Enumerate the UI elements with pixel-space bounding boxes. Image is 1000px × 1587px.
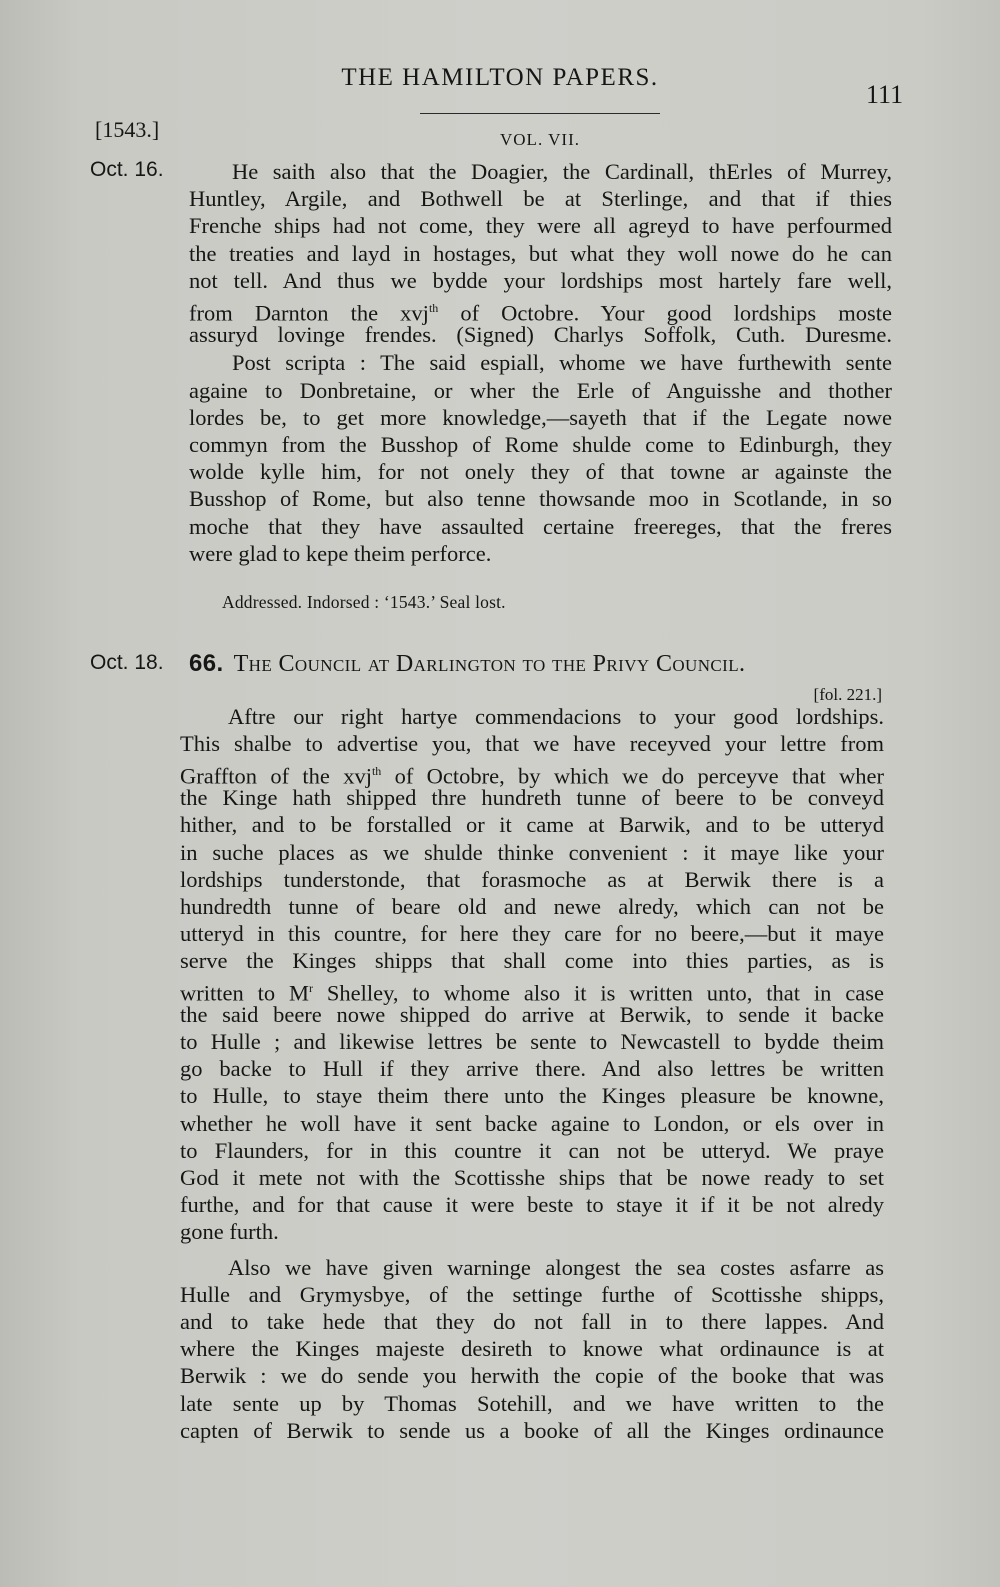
text-line: Aftre our right hartye commendacions to your good lordships. xyxy=(228,704,884,729)
text-line: hundredth tunne of beare old and newe alredy, which can not be xyxy=(180,893,884,919)
text-line: the Kinge hath shipped thre hundreth tunne of beere to be conveyd xyxy=(180,785,884,811)
text-line: in suche places as we shulde thinke convenient : it maye like your xyxy=(180,839,884,865)
margin-date-oct16: Oct. 16. xyxy=(90,158,164,181)
text-line: againe to Donbretaine, or wher the Erle of Anguisshe and thother xyxy=(189,377,892,403)
text-line: furthe, and for that cause it were beste to staye it if it be not alredy xyxy=(180,1191,884,1217)
text-line: Frenche ships had not come, they were all agreyd to have perfourmed xyxy=(189,213,892,239)
text-line: written to $M^r$ Shelley, to whome also it is written unto, that in case xyxy=(180,980,884,1006)
text-line: moche that they have assaulted certaine freereges, that the freres xyxy=(189,513,892,539)
document-heading xyxy=(189,650,745,678)
text-line: the treaties and layd in hostages, but what they woll nowe do he can xyxy=(189,240,892,266)
text-line: capten of Berwik to sende us a booke of all the Kinges ordinaunce xyxy=(180,1417,884,1443)
text-line: hither, and to be forstalled or it came at Barwik, and to be utteryd xyxy=(180,812,884,838)
text-line: utteryd in this countre, for here they care for no beere,—but it maye xyxy=(180,920,884,946)
text-line: the said beere nowe shipped do arrive at Berwik, to sende it backe xyxy=(180,1002,884,1028)
text-line: Also we have given warninge alongest the sea costes asfarre as xyxy=(228,1255,884,1280)
text-line: Busshop of Rome, but also tenne thowsande moo in Scotlande, in so xyxy=(189,486,892,512)
year-bracket: [1543.] xyxy=(95,117,160,142)
text-line: lordes be, to get more knowledge,—sayeth that if the Legate nowe xyxy=(189,404,892,430)
text-line: assuryd lovinge frendes. (Signed) Charlys Soffolk, Cuth. Duresme. xyxy=(189,322,892,348)
page-number: 111 xyxy=(866,80,904,109)
text-line: Post scripta : The said espiall, whome we have furthewith sente xyxy=(232,350,892,376)
folio-reference: [fol. 221.] xyxy=(813,685,882,704)
text-line: late sente up by Thomas Sotehill, and we have written to the xyxy=(180,1390,884,1416)
text-line: commyn from the Busshop of Rome shulde come to Edinburgh, they xyxy=(189,432,892,457)
text-line: This shalbe to advertise you, that we have receyved your lettre from xyxy=(180,731,884,757)
text-line: from Darnton the xvj$^{th}$ of Octobre. Your good lordships moste xyxy=(189,300,892,326)
volume-label: VOL. VII. xyxy=(500,130,580,149)
text-line: to Flaunders, for in this countre it can not be utteryd. We praye xyxy=(180,1137,884,1163)
text-line: where the Kinges majeste desireth to knowe what ordinaunce is at xyxy=(180,1336,884,1362)
running-header-title: THE HAMILTON PAPERS. xyxy=(341,64,659,91)
text-line: God it mete not with the Scottisshe ships that be nowe ready to set xyxy=(180,1164,884,1190)
text-line: Huntley, Argile, and Bothwell be at Sterlinge, and that if thies xyxy=(189,186,892,212)
document-title: The Council at Darlington to the Privy Council. xyxy=(233,651,746,677)
text-line: Hulle and Grymysbye, of the settinge furthe of Scottisshe shipps, xyxy=(180,1282,884,1308)
text-line: not tell. And thus we bydde your lordships most hartely fare well, xyxy=(189,267,892,293)
endorsement-note: Addressed. Indorsed : ‘1543.’ Seal lost. xyxy=(222,592,506,612)
text-line: Graffton of the xvj$^{th}$ of Octobre, by which we do perceyve that wher xyxy=(180,763,884,789)
text-line: gone furth. xyxy=(180,1218,279,1244)
text-line: were glad to kepe theim perforce. xyxy=(189,540,492,566)
document-number: 66. xyxy=(189,650,224,677)
text-line: serve the Kinges shipps that shall come into thies parties, as is xyxy=(180,947,884,973)
text-line: and to take hede that they do not fall in to there lappes. And xyxy=(180,1309,884,1335)
text-line: He saith also that the Doagier, the Cardinall, thErles of Murrey, xyxy=(232,159,892,184)
text-line: wolde kylle him, for not onely they of that towne ar againste the xyxy=(189,459,892,485)
text-line: whether he woll have it sent backe againe to London, or els over in xyxy=(180,1110,884,1136)
header-rule xyxy=(420,113,660,114)
text-line: lordships tunderstonde, that forasmoche as at Berwik there is a xyxy=(180,866,884,892)
text-line: Berwik : we do sende you herwith the copie of the booke that was xyxy=(180,1363,884,1389)
text-line: go backe to Hull if they arrive there. And also lettres be written xyxy=(180,1056,884,1082)
text-line: to Hulle, to staye theim there unto the Kinges pleasure be knowne, xyxy=(180,1083,884,1109)
text-line: to Hulle ; and likewise lettres be sente to Newcastell to bydde theim xyxy=(180,1029,884,1055)
margin-date-oct18: Oct. 18. xyxy=(90,651,164,674)
